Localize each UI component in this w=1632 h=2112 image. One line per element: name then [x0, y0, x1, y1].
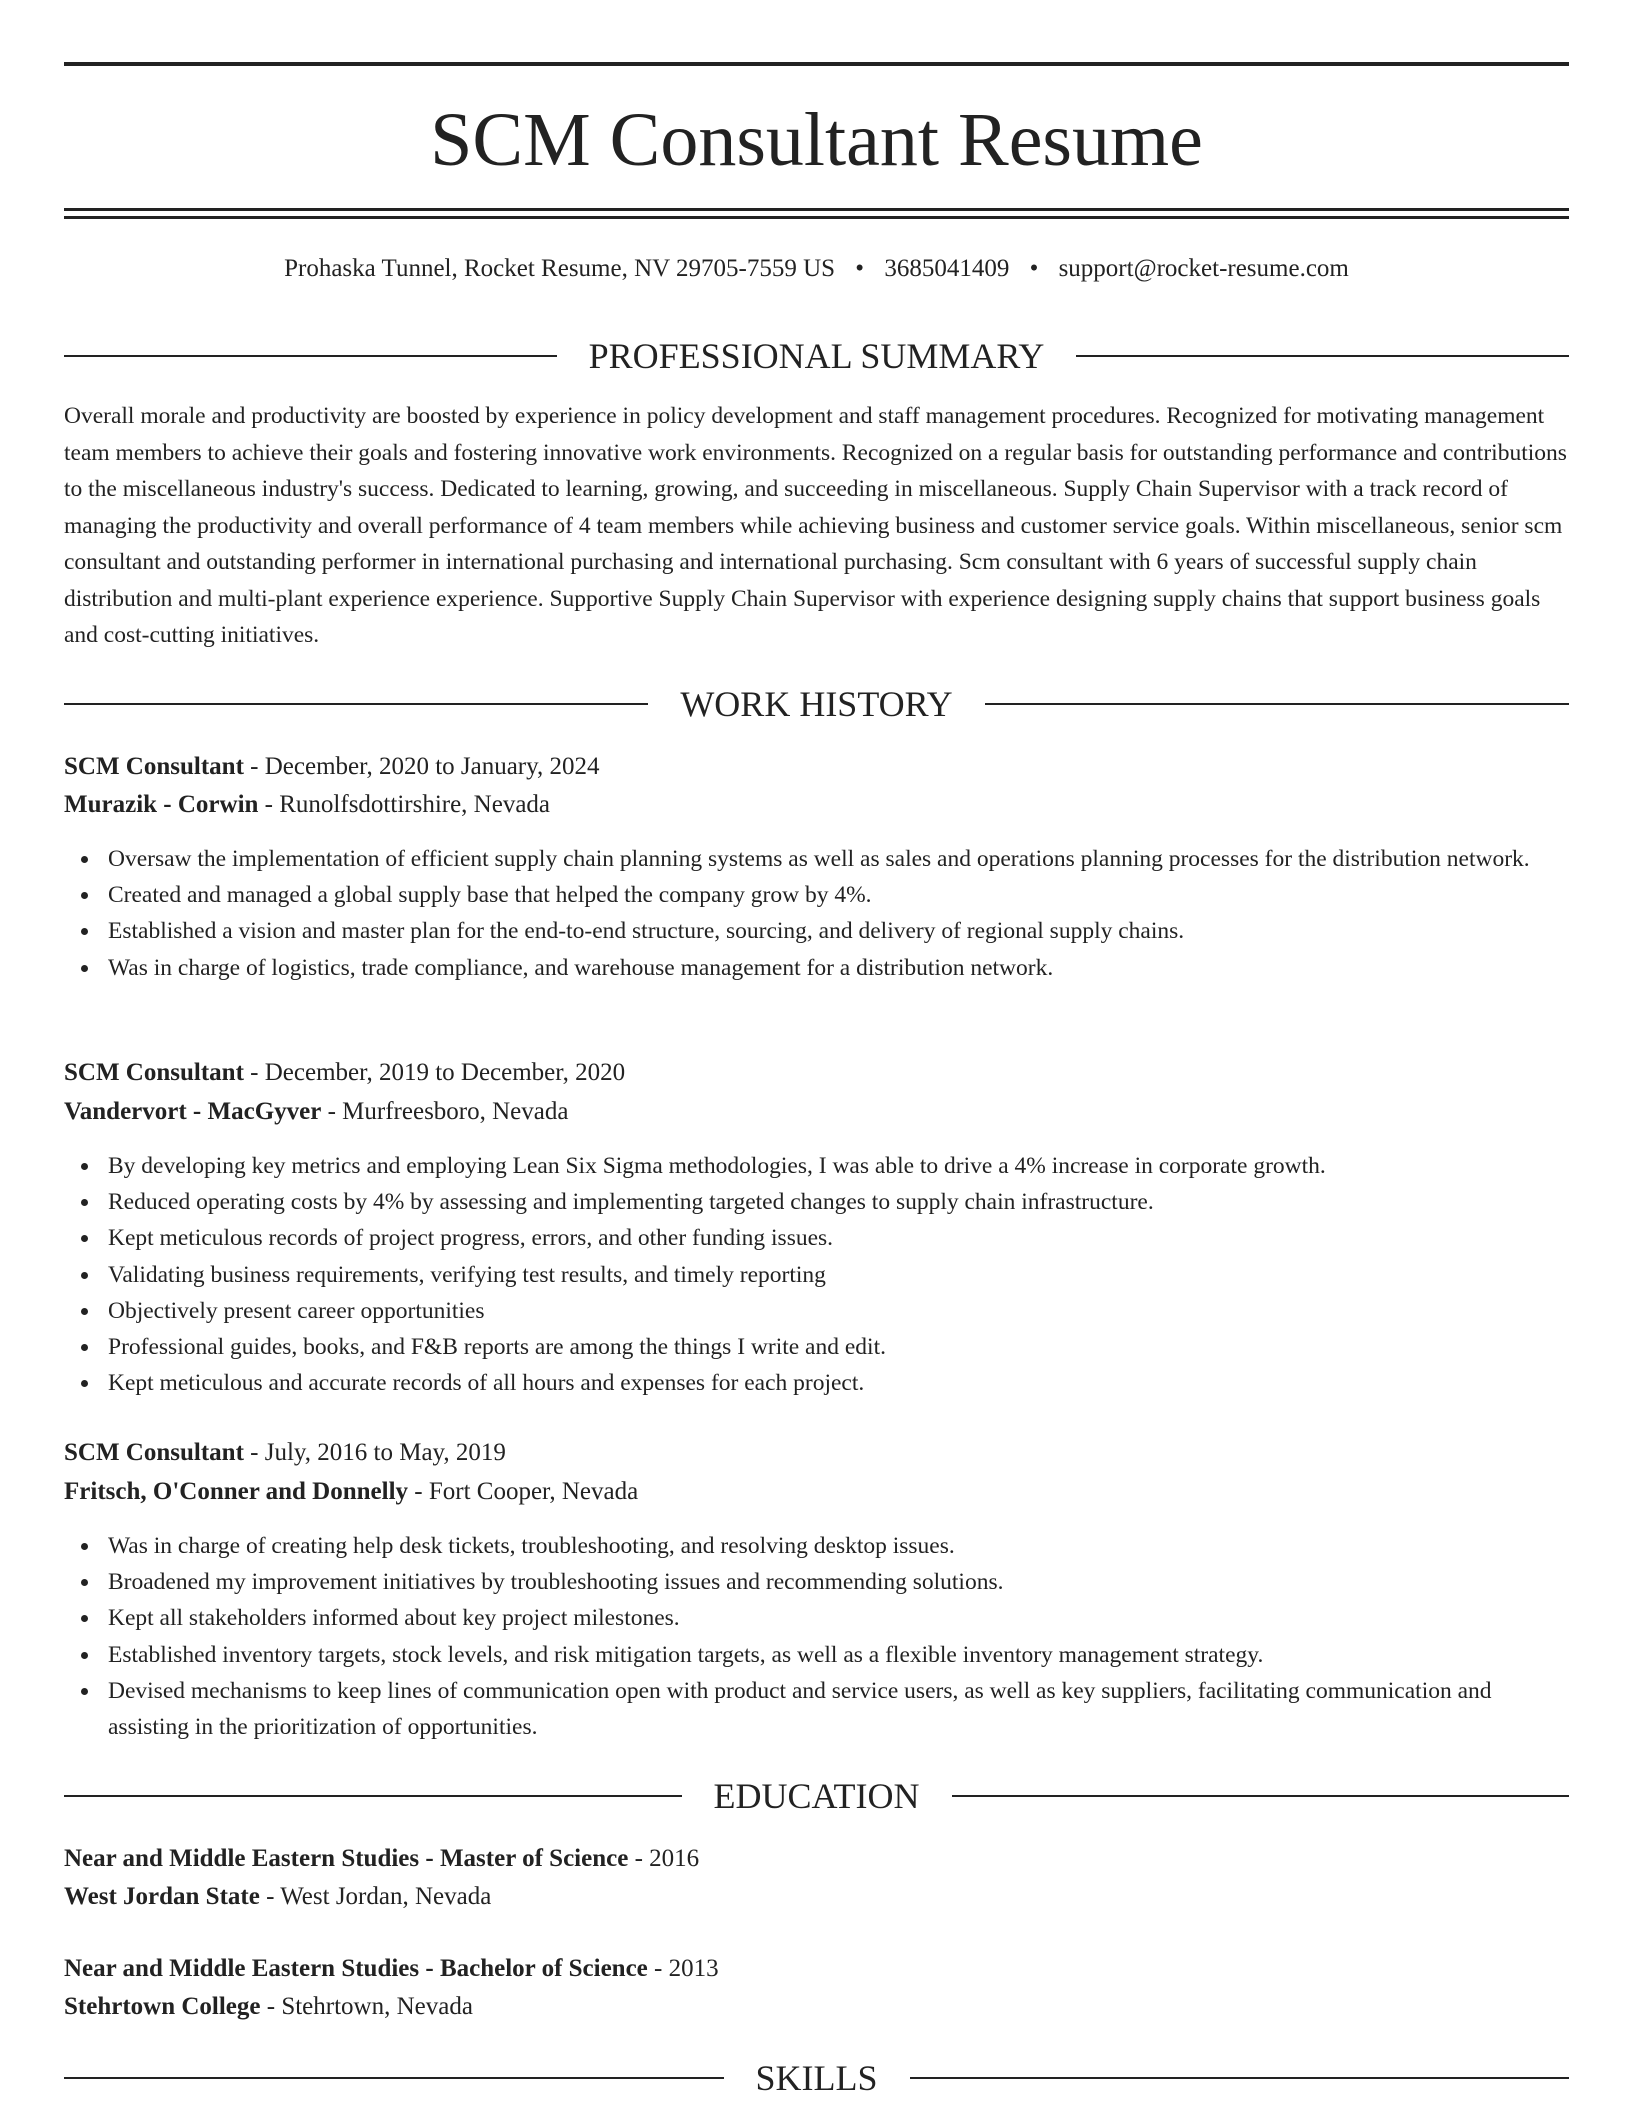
job-dates: - December, 2020 to January, 2024 [243, 753, 600, 780]
resume-title: SCM Consultant Resume [430, 98, 1203, 182]
job-bullet: Kept meticulous and accurate records of all hours and expenses for each project. [64, 1365, 1569, 1401]
job-title-line [64, 750, 1569, 784]
job-bullet: Established inventory targets, stock levels, and risk mitigation targets, as well as a flexible inventory management strategy. [64, 1637, 1569, 1673]
contact-separator: • [1029, 255, 1039, 282]
job-bullets [64, 1528, 1569, 1745]
top-rule [64, 62, 1569, 66]
job-location: - Fort Cooper, Nevada [408, 1478, 639, 1505]
job-location: - Murfreesboro, Nevada [321, 1098, 569, 1125]
job-bullet: Oversaw the implementation of efficient supply chain planning systems as well as sales and operations planning processes for the distribution network. [64, 841, 1569, 877]
section-heading-label: EDUCATION [713, 1776, 920, 1816]
education-school-line [64, 1990, 1569, 2024]
job-bullet: Reduced operating costs by 4% by assessing and implementing targeted changes to supply chain infrastructure. [64, 1184, 1569, 1220]
heading-rule [64, 703, 648, 705]
contact-separator: • [855, 255, 865, 282]
job-location: - Runolfsdottirshire, Nevada [258, 791, 551, 818]
job-title-line [64, 1056, 1569, 1090]
job-company: Murazik - Corwin [64, 791, 259, 818]
job-dates: - July, 2016 to May, 2019 [243, 1439, 506, 1466]
education-location: - West Jordan, Nevada [259, 1883, 492, 1910]
contact-phone: 3685041409 [884, 255, 1010, 282]
summary-text: Overall morale and productivity are boosted by experience in policy development and staff management procedures. Recognized for motivating management team members to achieve their goals and fostering innovative work environments. Recognized on a regular basis for outstanding performance and contributions to the miscellaneous industry's success. Dedicated to learning, growing, and succeeding in miscellaneous. Supply Chain Supervisor with a track record of managing the productivity and overall performance of 4 team members while achieving business and customer service goals. Within miscellaneous, senior scm consultant and outstanding performer in international purchasing and international purchasing. Scm consultant with 6 years of successful supply chain distribution and multi-plant experience experience. Supportive Supply Chain Supervisor with experience designing supply chains that support business goals and cost-cutting initiatives. [64, 403, 1567, 648]
education-school: Stehrtown College [64, 1993, 261, 2020]
education-degree: Near and Middle Eastern Studies - Bachelor of Science [64, 1955, 648, 1982]
job-bullet: Was in charge of creating help desk tickets, troubleshooting, and resolving desktop issues. [64, 1528, 1569, 1564]
job-title: SCM Consultant [64, 1059, 244, 1086]
section-heading-skills [64, 2056, 1569, 2100]
heading-rule [64, 355, 557, 357]
education-degree-line [64, 1952, 1569, 1986]
job-bullet: Broadened my improvement initiatives by troubleshooting issues and recommending solutions. [64, 1564, 1569, 1600]
section-heading-label: SKILLS [755, 2058, 878, 2098]
job-bullets [64, 841, 1569, 986]
heading-rule [64, 1795, 682, 1797]
heading-rule [910, 2077, 1570, 2079]
job-company-line [64, 788, 1569, 822]
education-school-line [64, 1880, 1569, 1914]
job-company-line [64, 1095, 1569, 1129]
job-dates: - December, 2019 to December, 2020 [243, 1059, 626, 1086]
education-year: - 2013 [647, 1955, 719, 1982]
job-bullet: Kept meticulous records of project progress, errors, and other funding issues. [64, 1220, 1569, 1256]
education-degree: Near and Middle Eastern Studies - Master of Science [64, 1845, 629, 1872]
section-heading-label: WORK HISTORY [680, 684, 953, 724]
job-bullet: Was in charge of logistics, trade compliance, and warehouse management for a distribution network. [64, 950, 1569, 986]
job-bullet: Devised mechanisms to keep lines of communication open with product and service users, as well as key suppliers, facilitating communication and assisting in the prioritization of opportunities. [64, 1673, 1569, 1745]
contact-address: Prohaska Tunnel, Rocket Resume, NV 29705-7559 US [284, 255, 836, 282]
job-bullets [64, 1148, 1569, 1401]
contact-email: support@rocket-resume.com [1058, 255, 1349, 282]
job-title: SCM Consultant [64, 753, 244, 780]
education-degree-line [64, 1842, 1569, 1876]
job-bullet: Kept all stakeholders informed about key project milestones. [64, 1600, 1569, 1636]
heading-rule [64, 2077, 724, 2079]
title-rule-lower [64, 216, 1569, 219]
job-title-line [64, 1436, 1569, 1470]
job-bullet: Objectively present career opportunities [64, 1293, 1569, 1329]
job-company: Fritsch, O'Conner and Donnelly [64, 1478, 409, 1505]
section-heading-work-history [64, 682, 1569, 726]
heading-rule [952, 1795, 1570, 1797]
heading-rule [1076, 355, 1569, 357]
job-bullet: Professional guides, books, and F&B reports are among the things I write and edit. [64, 1329, 1569, 1365]
job-bullet: Established a vision and master plan for the end-to-end structure, sourcing, and delivery of regional supply chains. [64, 913, 1569, 949]
section-heading-summary [64, 334, 1569, 378]
section-heading-education [64, 1774, 1569, 1818]
job-company: Vandervort - MacGyver [64, 1098, 322, 1125]
job-company-line [64, 1475, 1569, 1509]
job-bullet: Created and managed a global supply base that helped the company grow by 4%. [64, 877, 1569, 913]
job-bullet: By developing key metrics and employing Lean Six Sigma methodologies, I was able to drive a 4% increase in corporate growth. [64, 1148, 1569, 1184]
job-bullet: Validating business requirements, verifying test results, and timely reporting [64, 1257, 1569, 1293]
education-school: West Jordan State [64, 1883, 260, 1910]
title-rule-upper [64, 208, 1569, 211]
heading-rule [985, 703, 1569, 705]
job-title: SCM Consultant [64, 1439, 244, 1466]
contact-line [64, 252, 1569, 286]
section-heading-label: PROFESSIONAL SUMMARY [588, 336, 1045, 376]
education-year: - 2016 [628, 1845, 700, 1872]
education-location: - Stehrtown, Nevada [260, 1993, 473, 2020]
